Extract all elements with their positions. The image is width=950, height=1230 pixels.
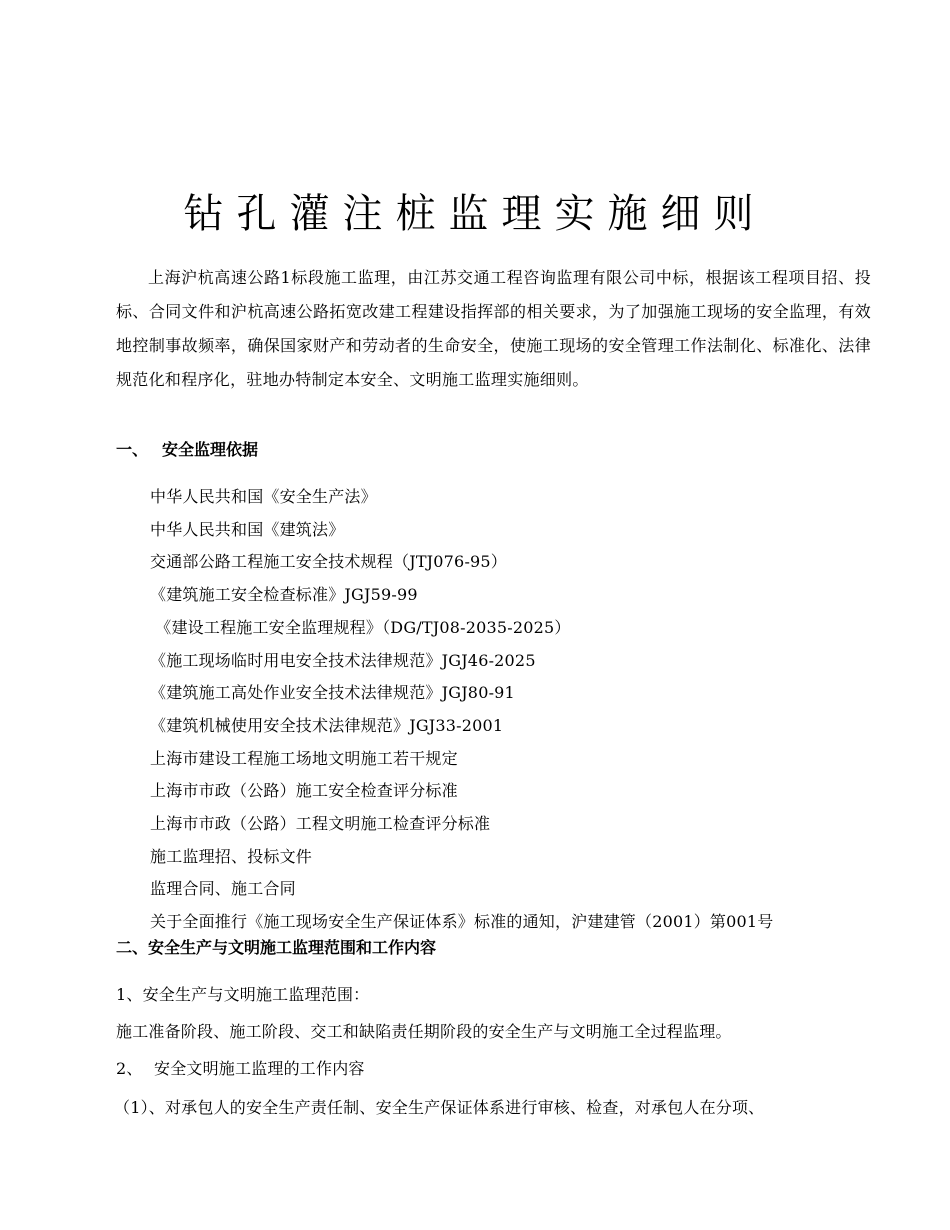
list-item: 关于全面推行《施工现场安全生产保证体系》标准的通知，沪建建管（2001）第001号: [150, 912, 774, 932]
subsection-2-heading: [116, 1057, 365, 1081]
subsection-2-title: 安全文明施工监理的工作内容: [154, 1059, 365, 1078]
section-1-heading: [116, 438, 258, 462]
list-item: 交通部公路工程施工安全技术规程（JTJ076-95）: [150, 552, 508, 572]
list-item: 《施工现场临时用电安全技术法律规范》JGJ46-2025: [150, 650, 536, 670]
list-item: 《建筑施工高处作业安全技术法律规范》JGJ80-91: [150, 683, 515, 703]
subsection-2-number: 2、: [116, 1059, 143, 1078]
list-item: 《建筑机械使用安全技术法律规范》JGJ33-2001: [150, 715, 504, 735]
section-1-number: 一、: [116, 440, 149, 459]
list-item: 《建筑施工安全检查标准》JGJ59-99: [150, 585, 418, 605]
list-item: 监理合同、施工合同: [150, 879, 296, 899]
intro-paragraph: 上海沪杭高速公路1标段施工监理，由江苏交通工程咨询监理有限公司中标，根据该工程项目招、投标、合同文件和沪杭高速公路拓宽改建工程建设指挥部的相关要求，为了加强施工现场的安全监理，有效地控制事故频率，确保国家财产和劳动者的生命安全，使施工现场的安全管理工作法制化、标准化、法律规范化和程序化，驻地办特制定本安全、文明施工监理实施细则。: [116, 268, 871, 389]
list-item: 上海市市政（公路）工程文明施工检查评分标准: [150, 814, 491, 834]
document-title: 钻孔灌注桩监理实施细则: [183, 190, 767, 237]
list-item: 施工监理招、投标文件: [150, 846, 313, 866]
list-item: 上海市市政（公路）施工安全检查评分标准: [150, 781, 458, 801]
list-item: 中华人民共和国《安全生产法》: [150, 487, 377, 506]
subsection-1-title: 1、安全生产与文明施工监理范围：: [116, 985, 370, 1004]
section-2-heading: 二、安全生产与文明施工监理范围和工作内容: [116, 938, 437, 957]
list-item: 《建设工程施工安全监理规程》（DG/TJ08-2035-2025）: [150, 617, 571, 637]
list-item: 上海市建设工程施工场地文明施工若干规定: [150, 748, 458, 768]
section-1-title: 安全监理依据: [162, 440, 259, 459]
work-item-1: （1）、对承包人的安全生产责任制、安全生产保证体系进行审核、检查，对承包人在分项、: [114, 1098, 765, 1117]
subsection-1-text: 施工准备阶段、施工阶段、交工和缺陷责任期阶段的安全生产与文明施工全过程监理。: [116, 1022, 732, 1041]
basis-list: [150, 481, 773, 939]
list-item: 中华人民共和国《建筑法》: [150, 519, 345, 539]
